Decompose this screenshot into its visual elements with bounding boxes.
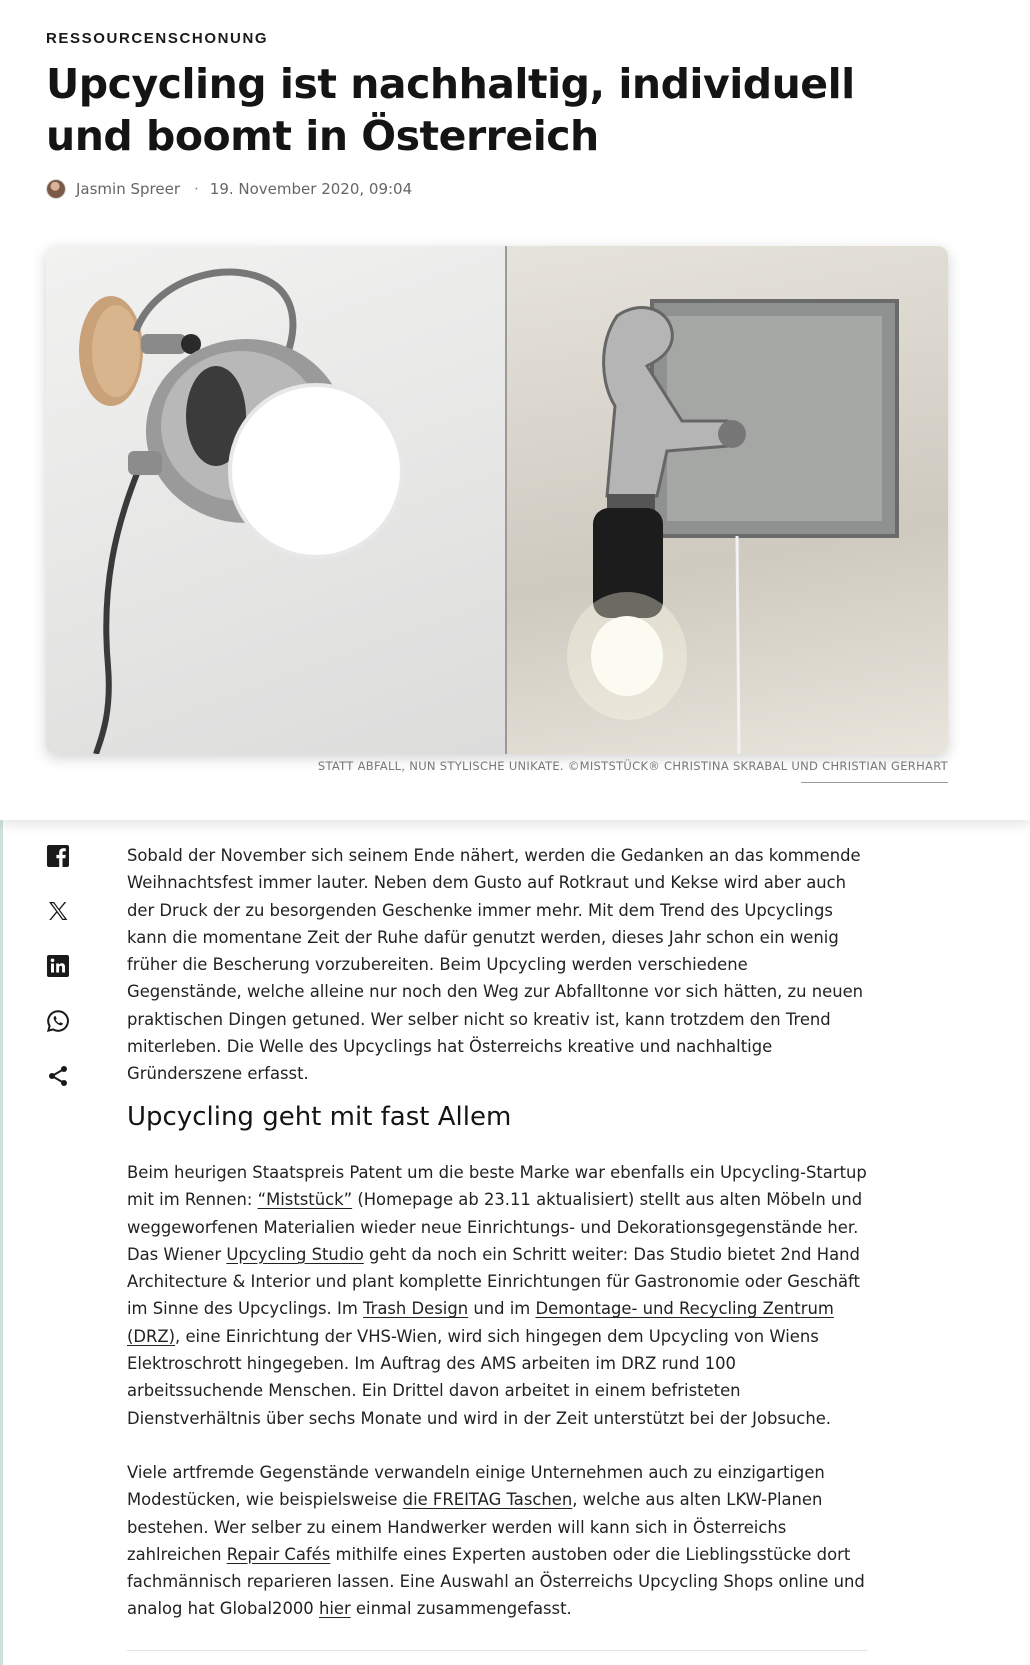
hero-caption: STATT ABFALL, NUN STYLISCHE UNIKATE. ©MISTSTÜCK® CHRISTINA SKRABAL UND CHRISTIAN GERHART [317, 759, 948, 773]
text-run: Beim heurigen Staatspreis Patent um die beste Marke war ebenfalls ein Upcycling-Startup mit im Rennen: [127, 1163, 867, 1210]
miststueck-link[interactable]: “Miststück” [257, 1190, 353, 1210]
text-run: einmal zusammengefasst. [350, 1599, 572, 1619]
body-paragraph-2 [127, 1459, 867, 1623]
text-run: Viele artfremde Gegenstände verwandeln einige Unternehmen auch zu einzigartigen Modestücken, wie beispielsweise [127, 1463, 825, 1510]
whatsapp-share-button[interactable] [44, 1007, 72, 1035]
author-avatar[interactable] [46, 179, 66, 199]
caption-divider [801, 782, 948, 783]
upcycling-studio-link[interactable]: Upcycling Studio [226, 1244, 364, 1264]
teapot-lamp-image [46, 246, 507, 754]
body-paragraph-1 [127, 1159, 867, 1432]
share-icon [46, 1064, 70, 1088]
article-headline: Upcycling ist nachhaltig, individuell und boomt in Österreich [46, 60, 855, 160]
global2000-link[interactable]: hier [318, 1599, 351, 1619]
section-heading: Upcycling geht mit fast Allem [127, 1102, 512, 1132]
x-icon [47, 900, 69, 922]
byline [46, 178, 412, 200]
content-divider [127, 1650, 867, 1651]
faucet-lamp-image [507, 246, 948, 754]
faucet-lamp-illustration [507, 246, 948, 754]
text-run: mithilfe eines Experten austoben oder die Lieblingsstücke dort fachmännisch reparieren lassen. Eine Auswahl an Österreichs Upcycling Shops online und analog hat Global2000 [127, 1544, 865, 1619]
text-run: und im [468, 1299, 536, 1319]
trash-design-link[interactable]: Trash Design [363, 1299, 469, 1319]
more-share-button[interactable] [44, 1062, 72, 1090]
linkedin-share-button[interactable] [44, 952, 72, 980]
drz-link[interactable]: Demontage- und Recycling Zentrum (DRZ) [127, 1299, 834, 1346]
x-share-button[interactable] [44, 897, 72, 925]
intro-paragraph: Sobald der November sich seinem Ende nähert, werden die Gedanken an das kommende Weihnachtsfest immer lauter. Neben dem Gusto auf Rotkraut und Kekse wird aber auch der Druck der zu besorgenden Geschenke immer mehr. Mit dem Trend des Upcyclings kann die momentane Zeit der Ruhe dafür genutzt werden, dieses Jahr schon ein wenig früher die Bescherung vorzubereiten. Beim Upcycling werden verschiedene Gegenstände, welche alleine nur noch den Weg zur Abfalltonne vor sich hätten, zu neuen praktischen Dingen getuned. Wer selber nicht so kreativ ist, kann trotzdem den Trend miterleben. Die Welle des Upcyclings hat Österreichs kreative und nachhaltige Gründerszene erfasst. [127, 846, 864, 1084]
text-run: (Homepage ab 23.11 aktualisiert) stellt aus alten Möbeln und weggeworfenen Materialien wieder neue Einrichtungs- und Dekorationsgegenstände her. Das Wiener [127, 1190, 863, 1264]
publish-date: 19. November 2020, 09:04 [209, 180, 413, 198]
text-run: , welche aus alten LKW-Planen bestehen. Wer selber zu einem Handwerker werden will kann sich in Österreichs zahlreichen [127, 1490, 823, 1564]
article-kicker[interactable]: RESSOURCENSCHONUNG [46, 30, 269, 47]
article-header [0, 0, 1030, 820]
hero-image[interactable] [46, 246, 948, 754]
author-name[interactable]: Jasmin Spreer [76, 180, 180, 198]
facebook-icon [46, 844, 70, 868]
byline-separator: · [194, 180, 199, 198]
freitag-link[interactable]: die FREITAG Taschen [402, 1490, 573, 1510]
share-bar [44, 842, 72, 1117]
text-run: , eine Einrichtung der VHS-Wien, wird sich hingegen dem Upcycling von Wiens Elektroschrott hingegeben. Im Auftrag des AMS arbeiten im DRZ rund 100 arbeitssuchende Menschen. Ein Drittel davon arbeitet in einem befristeten Dienstverhältnis über sechs Monate und wird in der Zeit unterstützt bei der Jobsuche. [127, 1326, 832, 1428]
repair-cafes-link[interactable]: Repair Cafés [226, 1544, 331, 1564]
linkedin-icon [46, 954, 70, 978]
teapot-lamp-illustration [46, 246, 507, 754]
facebook-share-button[interactable] [44, 842, 72, 870]
whatsapp-icon [46, 1009, 70, 1033]
text-run: geht da noch ein Schritt weiter: Das Studio bietet 2nd Hand Architecture & Interior und plant komplette Einrichtungen für Gastronomie oder Geschäft im Sinne des Upcyclings. Im [127, 1244, 860, 1319]
